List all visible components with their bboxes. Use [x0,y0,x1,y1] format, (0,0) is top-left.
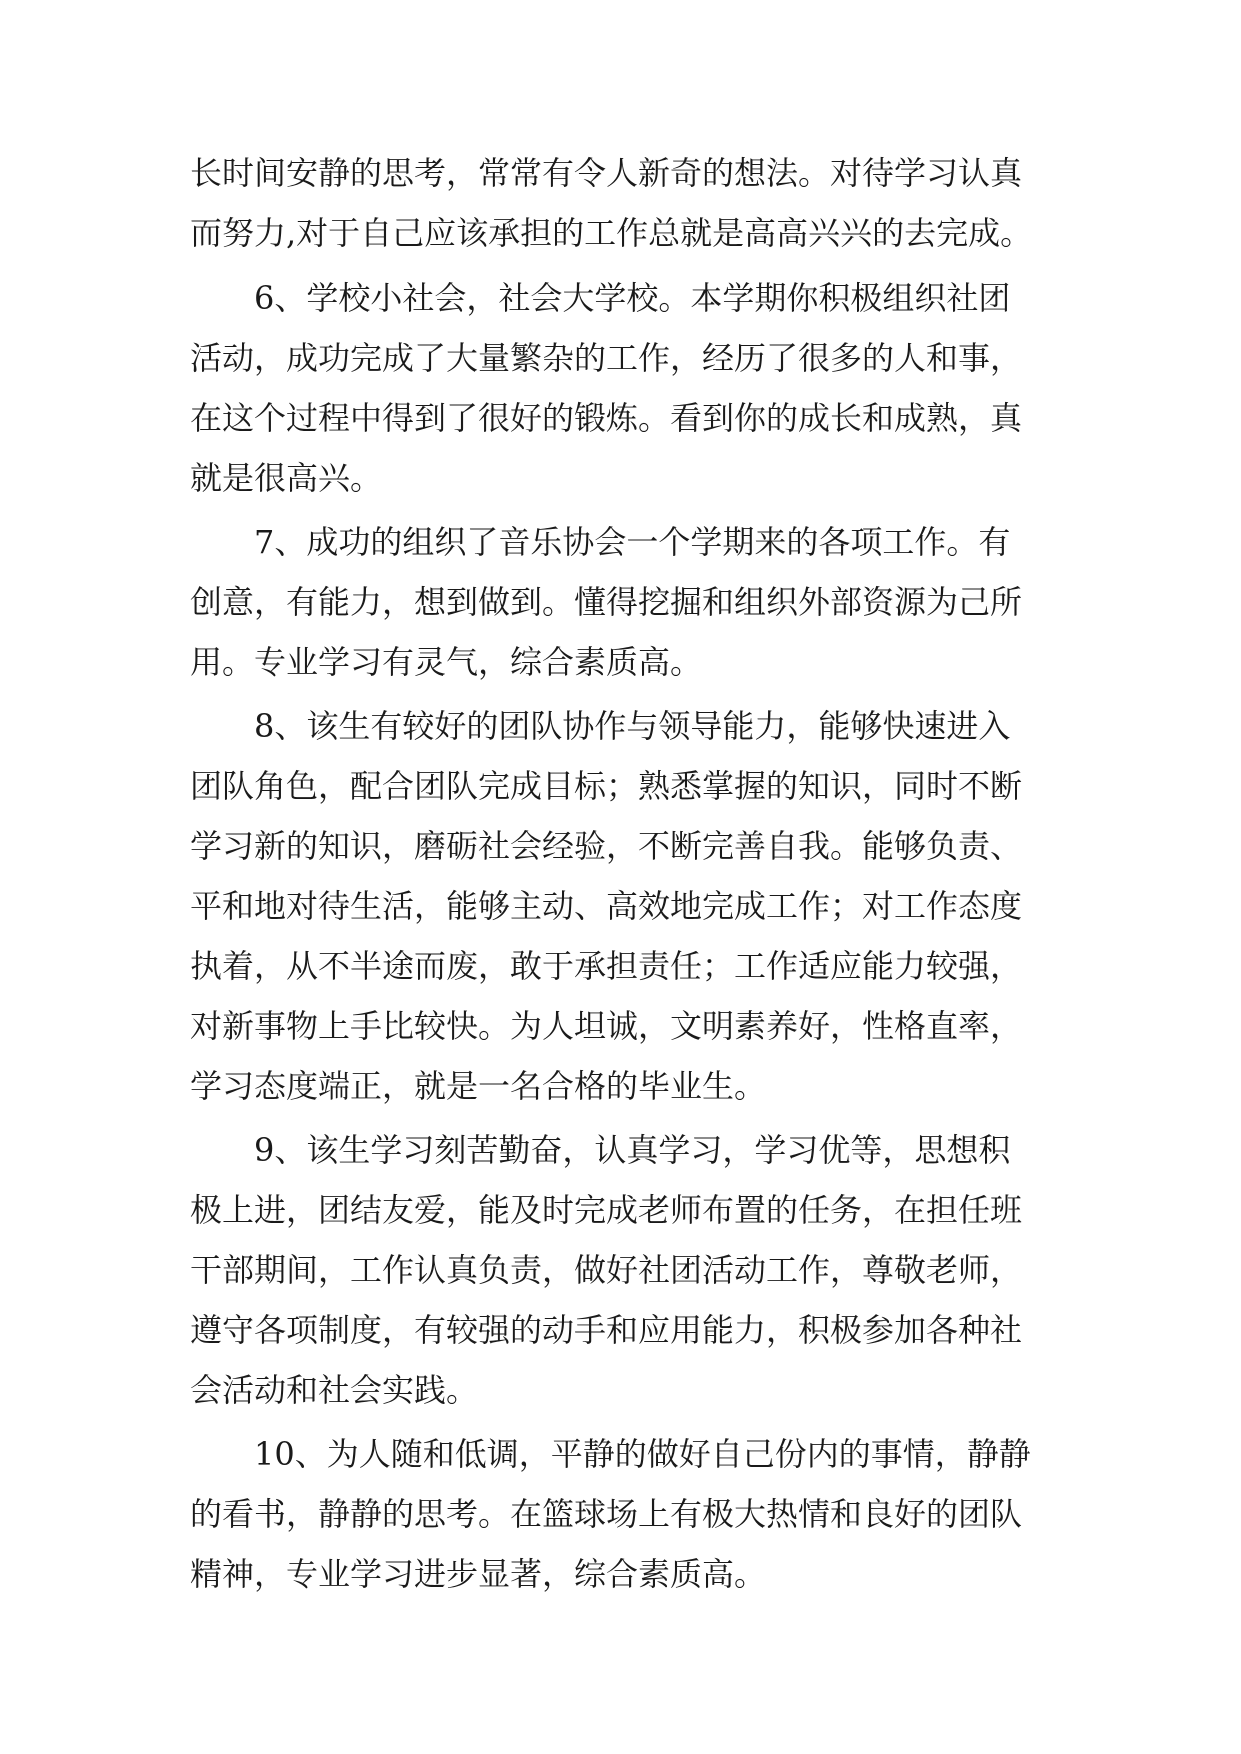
text-line: 精神，专业学习进步显著，综合素质高。 [190,1555,767,1593]
text-line: 而努力,对于自己应该承担的工作总就是高高兴兴的去完成。 [190,214,1033,252]
text-line: 学习态度端正，就是一名合格的毕业生。 [190,1067,767,1105]
paragraph-9-start: 9、该生学习刻苦勤奋，认真学习，学习优等，思想积 [254,1131,1011,1169]
paragraph-6-start: 6、学校小社会，社会大学校。本学期你积极组织社团 [254,279,1011,317]
text-line: 长时间安静的思考，常常有令人新奇的想法。对待学习认真 [190,154,1023,192]
paragraph-7-start: 7、成功的组织了音乐协会一个学期来的各项工作。有 [254,523,1011,561]
paragraph-8-start: 8、该生有较好的团队协作与领导能力，能够快速进入 [254,707,1011,745]
text-line: 平和地对待生活，能够主动、高效地完成工作；对工作态度 [190,887,1023,925]
text-line: 的看书，静静的思考。在篮球场上有极大热情和良好的团队 [190,1495,1023,1533]
text-line: 执着，从不半途而废，敢于承担责任；工作适应能力较强， [190,947,1023,985]
text-line: 干部期间，工作认真负责，做好社团活动工作，尊敬老师， [190,1251,1023,1289]
text-line: 创意，有能力，想到做到。懂得挖掘和组织外部资源为己所 [190,583,1023,621]
text-line: 极上进，团结友爱，能及时完成老师布置的任务，在担任班 [190,1191,1023,1229]
text-line: 在这个过程中得到了很好的锻炼。看到你的成长和成熟，真 [190,399,1023,437]
text-line: 团队角色，配合团队完成目标；熟悉掌握的知识，同时不断 [190,767,1023,805]
paragraph-10-start: 10、为人随和低调，平静的做好自己份内的事情，静静 [254,1435,1031,1473]
text-line: 就是很高兴。 [190,459,383,497]
text-line: 用。专业学习有灵气，综合素质高。 [190,643,703,681]
text-line: 活动，成功完成了大量繁杂的工作，经历了很多的人和事， [190,339,1023,377]
text-line: 遵守各项制度，有较强的动手和应用能力，积极参加各种社 [190,1311,1023,1349]
text-line: 对新事物上手比较快。为人坦诚，文明素养好，性格直率， [190,1007,1023,1045]
text-line: 学习新的知识，磨砺社会经验，不断完善自我。能够负责、 [190,827,1023,865]
text-line: 会活动和社会实践。 [190,1371,479,1409]
